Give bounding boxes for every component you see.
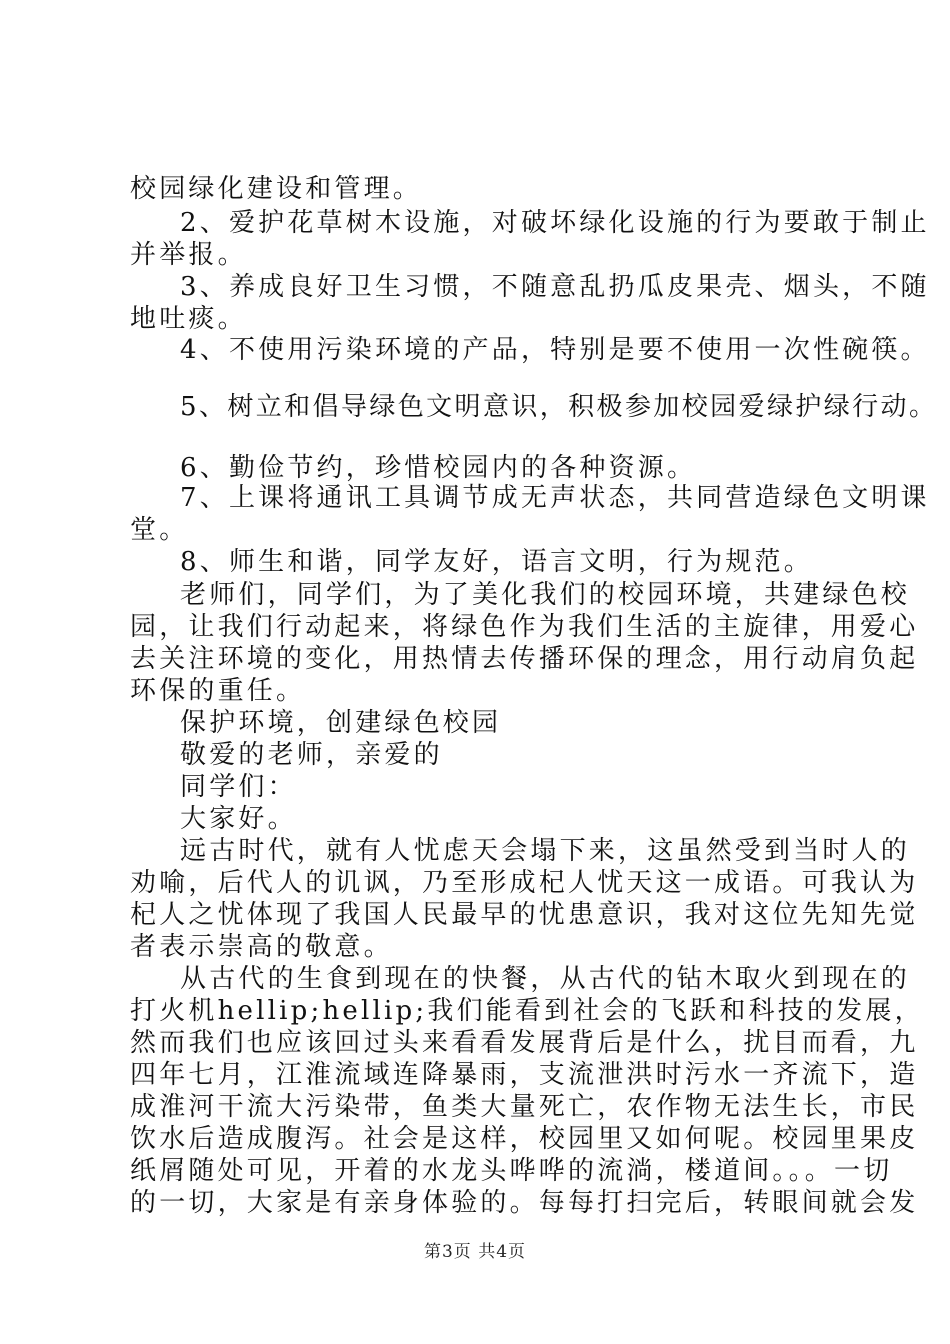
- text-line: 地吐痰。: [130, 304, 247, 334]
- text-line: 成淮河干流大污染带，鱼类大量死亡，农作物无法生长，市民: [130, 1092, 919, 1122]
- text-line: 5、树立和倡导绿色文明意识，积极参加校园爱绿护绿行动。: [180, 392, 938, 422]
- text-line: 并举报。: [130, 240, 247, 270]
- text-line: 的一切，大家是有亲身体验的。每每打扫完后，转眼间就会发: [130, 1188, 919, 1218]
- text-line: 环保的重任。: [130, 676, 306, 706]
- text-line: 然而我们也应该回过头来看看发展背后是什么，扰目而看，九: [130, 1028, 919, 1058]
- text-line: 7、上课将通讯工具调节成无声状态，共同营造绿色文明课: [180, 483, 930, 513]
- page-footer: 第3页 共4页: [423, 1242, 527, 1262]
- text-line: 从古代的生食到现在的快餐，从古代的钻木取火到现在的: [180, 964, 911, 994]
- text-line: 四年七月，江淮流域连降暴雨，支流泄洪时污水一齐流下，造: [130, 1060, 919, 1090]
- text-line: 校园绿化建设和管理。: [130, 174, 423, 204]
- text-line: 大家好。: [180, 804, 297, 834]
- text-line: 4、不使用污染环境的产品，特别是要不使用一次性碗筷。: [180, 335, 930, 365]
- text-line: 老师们，同学们，为了美化我们的校园环境，共建绿色校: [180, 580, 911, 610]
- text-line: 保护环境，创建绿色校园: [180, 708, 502, 738]
- text-line: 堂。: [130, 515, 189, 545]
- text-line: 劝喻，后代人的讥讽，乃至形成杞人忧天这一成语。可我认为: [130, 868, 919, 898]
- text-line: 杞人之忧体现了我国人民最早的忧患意识，我对这位先知先觉: [130, 900, 919, 930]
- text-line: 8、师生和谐，同学友好，语言文明，行为规范。: [180, 547, 813, 577]
- text-line: 6、勤俭节约，珍惜校园内的各种资源。: [180, 453, 697, 483]
- text-line: 去关注环境的变化，用热情去传播环保的理念，用行动肩负起: [130, 644, 919, 674]
- text-line: 敬爱的老师，亲爱的: [180, 740, 443, 770]
- text-line: 3、养成良好卫生习惯，不随意乱扔瓜皮果壳、烟头，不随: [180, 272, 930, 302]
- text-line: 同学们：: [180, 772, 297, 802]
- text-line: 2、爱护花草树木设施，对破坏绿化设施的行为要敢于制止: [180, 208, 930, 238]
- text-line: 园，让我们行动起来，将绿色作为我们生活的主旋律，用爱心: [130, 612, 919, 642]
- text-line: 者表示崇高的敬意。: [130, 932, 393, 962]
- text-line: 远古时代，就有人忧虑天会塌下来，这虽然受到当时人的: [180, 836, 911, 866]
- text-line: 纸屑随处可见，开着的水龙头哗哗的流淌，楼道间。。。一切: [130, 1156, 893, 1186]
- text-line: 饮水后造成腹泻。社会是这样，校园里又如何呢。校园里果皮: [130, 1124, 919, 1154]
- text-line: 打火机hellip;hellip;我们能看到社会的飞跃和科技的发展，: [130, 996, 924, 1026]
